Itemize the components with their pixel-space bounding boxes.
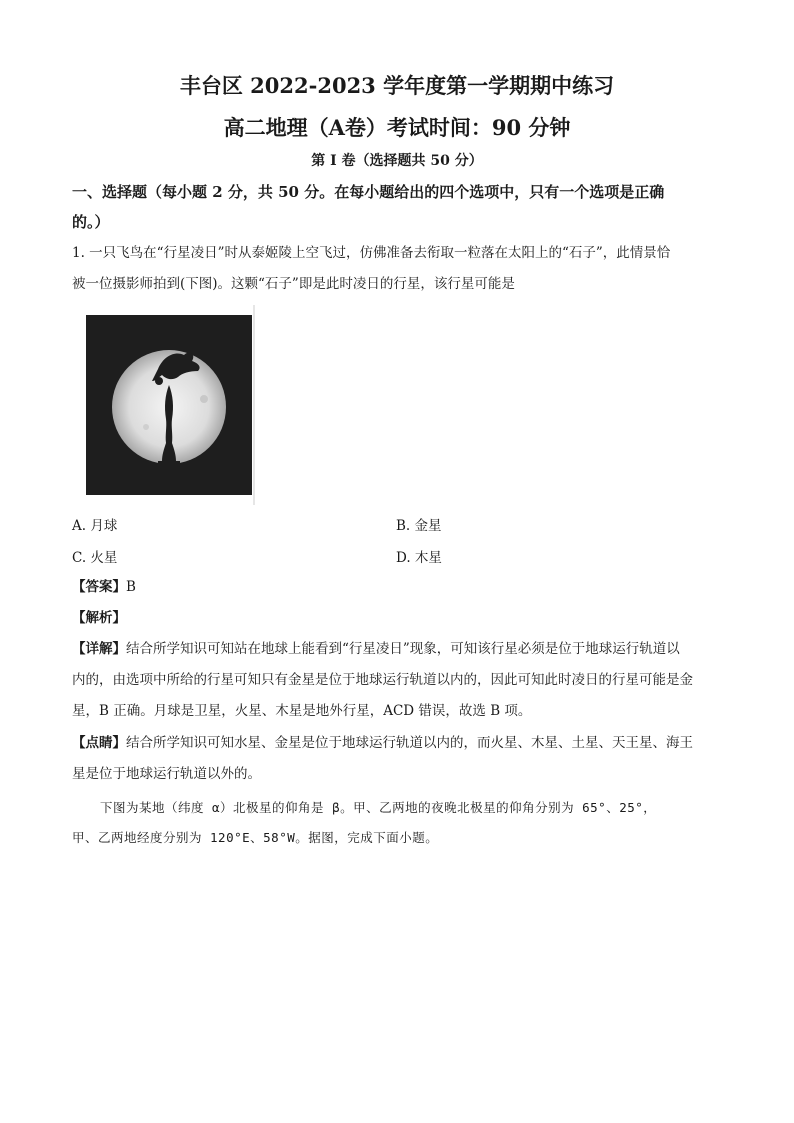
- transit-photo: [86, 315, 252, 495]
- detail-line3: 星，B 正确。月球是卫星，火星、木星是地外行星，ACD 错误，故选 B 项。: [72, 703, 532, 719]
- photo-border: [253, 305, 255, 505]
- sun-bird-silhouette-image: [86, 315, 252, 495]
- option-c: C. 火星: [72, 550, 118, 566]
- section-heading-line1: 一、选择题（每小题 2 分，共 50 分。在每小题给出的四个选项中，只有一个选项是正确: [72, 183, 665, 201]
- tip-line1: [72, 733, 732, 753]
- material-line2: 甲、乙两地经度分别为 120°E、58°W。据图，完成下面小题。: [72, 830, 439, 845]
- tip-text1: 结合所学知识可知水星、金星是位于地球运行轨道以内的，而火星、木星、土星、天王星、海王: [126, 735, 693, 751]
- tip-line2: 星是位于地球运行轨道以外的。: [72, 766, 261, 782]
- planet-dot: [155, 377, 163, 385]
- tip-tag: 【点睛】: [72, 735, 126, 751]
- option-a: A. 月球: [72, 518, 118, 534]
- exam-subtitle: 高二地理（A卷）考试时间：90 分钟: [223, 115, 571, 140]
- option-d: D. 木星: [396, 550, 442, 566]
- detail-text1: 结合所学知识可知站在地球上能看到“行星凌日”现象，可知该行星必须是位于地球运行轨道以: [126, 641, 680, 657]
- analysis-tag: 【解析】: [72, 610, 126, 626]
- detail-line1: [72, 639, 732, 659]
- detail-tag: 【详解】: [72, 641, 126, 657]
- exam-title: 丰台区 2022-2023 学年度第一学期期中练习: [179, 73, 615, 98]
- detail-line2: 内的，由选项中所给的行星可知只有金星是位于地球运行轨道以内的，因此可知此时凌日的行星可能是金: [72, 672, 693, 688]
- answer-line: [72, 577, 732, 597]
- question1-stem-line1: 1. 一只飞鸟在“行星凌日”时从泰姬陵上空飞过，仿佛准备去衔取一粒落在太阳上的“石子”，此情景恰: [72, 245, 671, 261]
- answer-tag: 【答案】: [72, 579, 126, 595]
- answer-value: B: [126, 579, 136, 595]
- part-title: 第 I 卷（选择题共 50 分）: [311, 153, 483, 169]
- question1-stem-line2: 被一位摄影师拍到(下图)。这颗“石子”即是此时凌日的行星，该行星可能是: [72, 276, 515, 292]
- material-line1: 下图为某地（纬度 α）北极星的仰角是 β。甲、乙两地的夜晚北极星的仰角分别为 65°、25°，: [100, 800, 657, 815]
- section-heading-line2: 的。）: [72, 213, 110, 231]
- option-b: B. 金星: [396, 518, 442, 534]
